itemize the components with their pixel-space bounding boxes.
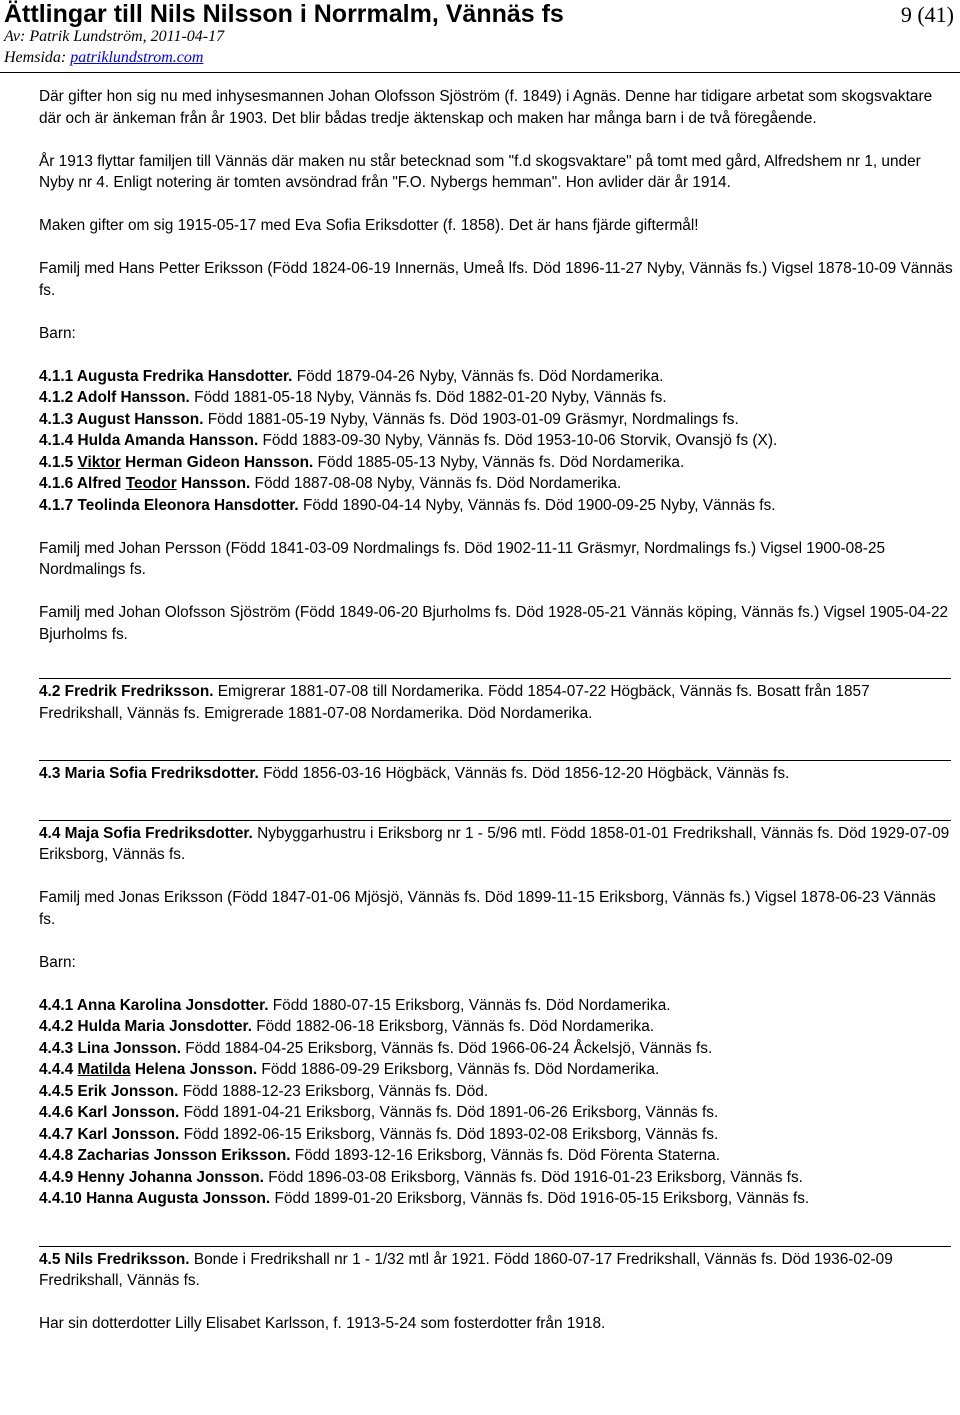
- intro-paragraph: Där gifter hon sig nu med inhysesmannen Johan Olofsson Sjöström (f. 1849) i Agnäs. Denne har tidigare arbetat som skogsvaktare där och är änkeman från år 1903. Det blir bådas tredje äktenskap och maken har många barn i de två föregående.: [39, 88, 933, 127]
- homepage-line: [4, 49, 203, 67]
- child-entry: 4.4.4 Matilda Helena Jonsson. Född 1886-09-29 Eriksborg, Vännäs fs. Död Nordamerika.: [39, 1061, 660, 1078]
- child-entry: 4.4.2 Hulda Maria Jonsdotter. Född 1882-06-18 Eriksborg, Vännäs fs. Död Nordamerika.: [39, 1018, 655, 1035]
- intro-paragraph: År 1913 flyttar familjen till Vännäs där maken nu står betecknad som "f.d skogsvaktare" på tomt med gård, Alfredshem nr 1, under Nyby nr 4. Enligt notering är tomten avsöndrad från "F.O. Nybergs hemman". Hon avlider där år 1914.: [39, 152, 921, 191]
- header-rule: [0, 72, 960, 73]
- family-paragraph: Familj med Jonas Eriksson (Född 1847-01-06 Mjösjö, Vännäs fs. Död 1899-11-15 Eriksborg, Vännäs fs.) Vigsel 1878-06-23 Vännäs fs.: [39, 889, 936, 928]
- section-4-4: 4.4 Maja Sofia Fredriksdotter. Nybyggarhustru i Eriksborg nr 1 - 5/96 mtl. Född 1858-01-01 Fredrikshall, Vännäs fs. Död 1929-07-09 Eriksborg, Vännäs fs.: [39, 824, 950, 863]
- child-entry: 4.1.7 Teolinda Eleonora Hansdotter. Född 1890-04-14 Nyby, Vännäs fs. Död 1900-09-25 Nyby, Vännäs fs.: [39, 496, 776, 514]
- child-entry: 4.1.4 Hulda Amanda Hansson. Född 1883-09-30 Nyby, Vännäs fs. Död 1953-10-06 Storvik, Ovansjö fs (X).: [39, 432, 778, 449]
- document-body: [39, 86, 954, 1335]
- child-entry: 4.1.2 Adolf Hansson. Född 1881-05-18 Nyby, Vännäs fs. Död 1882-01-20 Nyby, Vännäs fs.: [39, 389, 667, 406]
- section-rule: [39, 1246, 951, 1247]
- author-line: Av: Patrik Lundström, 2011-04-17: [4, 28, 225, 45]
- section-rule: [39, 760, 951, 761]
- family-paragraph: Familj med Johan Persson (Född 1841-03-09 Nordmalings fs. Död 1902-11-11 Gräsmyr, Nordmalings fs.) Vigsel 1900-08-25 Nordmalings fs.: [39, 539, 886, 578]
- section-4-2: 4.2 Fredrik Fredriksson. Emigrerar 1881-07-08 till Nordamerika. Född 1854-07-22 Högbäck, Vännäs fs. Bosatt från 1857 Fredrikshall, Vännäs fs. Emigrerade 1881-07-08 Nordamerika. Död Nordamerika.: [39, 683, 870, 722]
- child-entry: 4.1.5 Viktor Herman Gideon Hansson. Född 1885-05-13 Nyby, Vännäs fs. Död Nordamerika.: [39, 453, 685, 471]
- page-number: 9 (41): [900, 2, 954, 27]
- children-list: [39, 995, 954, 1189]
- section-rule: [39, 678, 951, 679]
- intro-paragraph: Maken gifter om sig 1915-05-17 med Eva Sofia Eriksdotter (f. 1858). Det är hans fjärde giftermål!: [39, 217, 699, 234]
- child-entry: 4.1.6 Alfred Teodor Hansson. Född 1887-08-08 Nyby, Vännäs fs. Död Nordamerika.: [39, 475, 622, 492]
- child-entry: 4.4.3 Lina Jonsson. Född 1884-04-25 Eriksborg, Vännäs fs. Död 1966-06-24 Åckelsjö, Vännäs fs.: [39, 1039, 713, 1057]
- page-title: Ättlingar till Nils Nilsson i Norrmalm, Vännäs fs: [4, 0, 564, 28]
- homepage-link[interactable]: patriklundstrom.com: [70, 49, 204, 66]
- child-entry: 4.4.10 Hanna Augusta Jonsson. Född 1899-01-20 Eriksborg, Vännäs fs. Död 1916-05-15 Eriksborg, Vännäs fs.: [39, 1190, 810, 1207]
- child-entry: 4.4.5 Erik Jonsson. Född 1888-12-23 Eriksborg, Vännäs fs. Död.: [39, 1082, 489, 1100]
- homepage-label: Hemsida:: [4, 49, 71, 66]
- children-label: Barn:: [39, 953, 76, 971]
- child-entry: 4.4.9 Henny Johanna Jonsson. Född 1896-03-08 Eriksborg, Vännäs fs. Död 1916-01-23 Eriksborg, Vännäs fs.: [39, 1168, 803, 1186]
- note-paragraph: Har sin dotterdotter Lilly Elisabet Karlsson, f. 1913-5-24 som fosterdotter från 1918.: [39, 1315, 606, 1332]
- child-entry: 4.1.3 August Hansson. Född 1881-05-19 Nyby, Vännäs fs. Död 1903-01-09 Gräsmyr, Nordmalings fs.: [39, 410, 739, 428]
- child-entry: 4.4.1 Anna Karolina Jonsdotter. Född 1880-07-15 Eriksborg, Vännäs fs. Död Nordamerika.: [39, 996, 671, 1014]
- family-paragraph: Familj med Hans Petter Eriksson (Född 1824-06-19 Innernäs, Umeå lfs. Död 1896-11-27 Nyby, Vännäs fs.) Vigsel 1878-10-09 Vännäs fs.: [39, 260, 953, 299]
- children-list: [39, 366, 954, 517]
- section-4-5: 4.5 Nils Fredriksson. Bonde i Fredrikshall nr 1 - 1/32 mtl år 1921. Född 1860-07-17 Fredrikshall, Vännäs fs. Död 1936-02-09 Fredrikshall, Vännäs fs.: [39, 1250, 893, 1289]
- child-entry: 4.4.7 Karl Jonsson. Född 1892-06-15 Eriksborg, Vännäs fs. Död 1893-02-08 Eriksborg, Vännäs fs.: [39, 1125, 719, 1143]
- section-4-3: 4.3 Maria Sofia Fredriksdotter. Född 1856-03-16 Högbäck, Vännäs fs. Död 1856-12-20 Högbäck, Vännäs fs.: [39, 765, 790, 782]
- child-entry: 4.1.1 Augusta Fredrika Hansdotter. Född 1879-04-26 Nyby, Vännäs fs. Död Nordamerika.: [39, 367, 664, 385]
- family-paragraph: Familj med Johan Olofsson Sjöström (Född 1849-06-20 Bjurholms fs. Död 1928-05-21 Vännäs köping, Vännäs fs.) Vigsel 1905-04-22 Bjurholms fs.: [39, 604, 949, 643]
- section-rule: [39, 820, 951, 821]
- children-label: Barn:: [39, 324, 76, 342]
- child-entry: 4.4.6 Karl Jonsson. Född 1891-04-21 Eriksborg, Vännäs fs. Död 1891-06-26 Eriksborg, Vännäs fs.: [39, 1104, 719, 1121]
- child-entry: 4.4.8 Zacharias Jonsson Eriksson. Född 1893-12-16 Eriksborg, Vännäs fs. Död Förenta Staterna.: [39, 1147, 720, 1164]
